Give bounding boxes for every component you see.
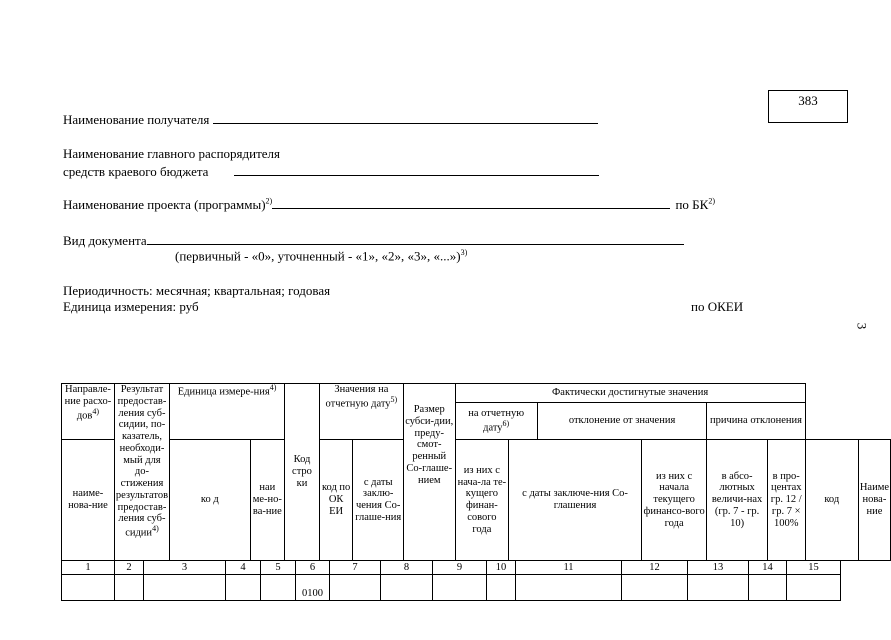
cell-row-code: 0100 <box>296 575 330 601</box>
cell-subsidy[interactable] <box>433 575 487 601</box>
hdr-reason-code: код <box>805 440 858 561</box>
hdr-unit-name: наи ме-но-ва-ние <box>250 440 285 561</box>
doc-type-hint-row <box>175 248 467 264</box>
project-row <box>63 196 715 213</box>
cell-dev-pct[interactable] <box>688 575 749 601</box>
manager-field[interactable] <box>234 163 599 176</box>
manager-row <box>63 163 599 180</box>
hdr-dev-pct: в про-центах гр. 12 / гр. 7 × 100% <box>767 440 805 561</box>
cell-ach-year[interactable] <box>516 575 622 601</box>
cell-unit-name[interactable] <box>226 575 261 601</box>
manager-label-line2: средств краевого бюджета <box>63 164 209 179</box>
col-num: 15 <box>787 561 841 575</box>
col-num: 9 <box>433 561 487 575</box>
col-num: 8 <box>381 561 433 575</box>
hdr-achieved: Фактически достигнутые значения <box>455 384 805 403</box>
hdr-val-year: из них с нача-ла те-кущего финан-сового года <box>455 440 509 561</box>
data-row <box>62 575 841 601</box>
cell-dir-code[interactable] <box>115 575 144 601</box>
project-footnote: 2) <box>265 196 273 206</box>
okei-label: по ОКЕИ <box>691 299 744 314</box>
recipient-field[interactable] <box>213 111 598 124</box>
hdr-ach-year: из них с начала текущего финансо-вого года <box>641 440 706 561</box>
column-numbers-row <box>62 561 841 575</box>
report-table <box>61 383 891 561</box>
recipient-label: Наименование получателя <box>63 112 210 127</box>
doc-type-field[interactable] <box>147 232 684 245</box>
cell-result[interactable] <box>144 575 226 601</box>
bk-footnote: 2) <box>708 196 715 206</box>
col-num: 4 <box>226 561 261 575</box>
project-label: Наименование проекта (программы) <box>63 197 266 212</box>
bk-label: по БК <box>675 197 709 212</box>
hdr-unit: Единица измере-ния$^{4)}$ <box>170 384 285 440</box>
col-num: 10 <box>487 561 516 575</box>
hdr-val-since: с даты заклю-чения Со-глаше-ния <box>353 440 404 561</box>
hdr-subsidy: Размер субси-дии, преду-смот-ренный Со-глаше-нием <box>403 384 455 561</box>
col-num: 14 <box>749 561 787 575</box>
periodicity: Периодичность: месячная; квартальная; годовая <box>63 283 331 298</box>
col-num: 1 <box>62 561 115 575</box>
hdr-unit-code: код по ОК ЕИ <box>319 440 353 561</box>
cell-reason-name[interactable] <box>787 575 841 601</box>
col-num: 5 <box>261 561 296 575</box>
col-num: 2 <box>115 561 144 575</box>
report-table-body <box>61 560 841 601</box>
hdr-reason: причина отклонения <box>707 403 805 440</box>
hdr-row-code: Код стро ки <box>285 384 320 561</box>
hdr-dir-code: ко д <box>170 440 250 561</box>
hdr-result: Результат предостав-ления суб-сидии, по-казатель, необходи-мый для до-стижения результатов предостав-ления суб-сидии$^{4)}$ <box>114 384 169 561</box>
hdr-dir-name: наиме-нова-ние <box>62 440 115 561</box>
unit-of-measure: Единица измерения: руб <box>63 299 199 314</box>
cell-unit-code[interactable] <box>261 575 296 601</box>
col-num: 7 <box>330 561 381 575</box>
cell-val-since[interactable] <box>330 575 381 601</box>
cell-dev-abs[interactable] <box>622 575 688 601</box>
hdr-values: Значения на отчетную дату$^{5)}$ <box>319 384 403 440</box>
side-page-mark: 3 <box>854 322 870 330</box>
manager-label-line1: Наименование главного распорядителя <box>63 146 280 161</box>
cell-reason-code[interactable] <box>749 575 787 601</box>
hdr-on-date: на отчетную дату$^{6)}$ <box>455 403 537 440</box>
doc-type-row <box>63 232 684 249</box>
col-num: 11 <box>516 561 622 575</box>
cell-val-year[interactable] <box>381 575 433 601</box>
doc-type-footnote: 3) <box>460 248 468 257</box>
col-num: 6 <box>296 561 330 575</box>
recipient-row <box>63 111 598 128</box>
project-field[interactable] <box>272 196 670 209</box>
page-number: 383 <box>768 90 848 123</box>
hdr-reason-name: Наиме нова-ние <box>858 440 890 561</box>
hdr-dev-abs: в абсо-лютных величи-нах (гр. 7 - гр. 10) <box>707 440 767 561</box>
hdr-direction: Направле-ние расхо-дов$^{4)}$ <box>62 384 115 440</box>
col-num: 12 <box>622 561 688 575</box>
cell-dir-name[interactable] <box>62 575 115 601</box>
cell-ach-since[interactable] <box>487 575 516 601</box>
col-num: 13 <box>688 561 749 575</box>
doc-type-hint: (первичный - «0», уточненный - «1», «2», «3», «...») <box>175 248 461 264</box>
hdr-ach-since: с даты заключе-ния Со-глашения <box>509 440 642 561</box>
hdr-deviation: отклонение от значения <box>537 403 707 440</box>
col-num: 3 <box>144 561 226 575</box>
doc-type-label: Вид документа <box>63 233 147 248</box>
